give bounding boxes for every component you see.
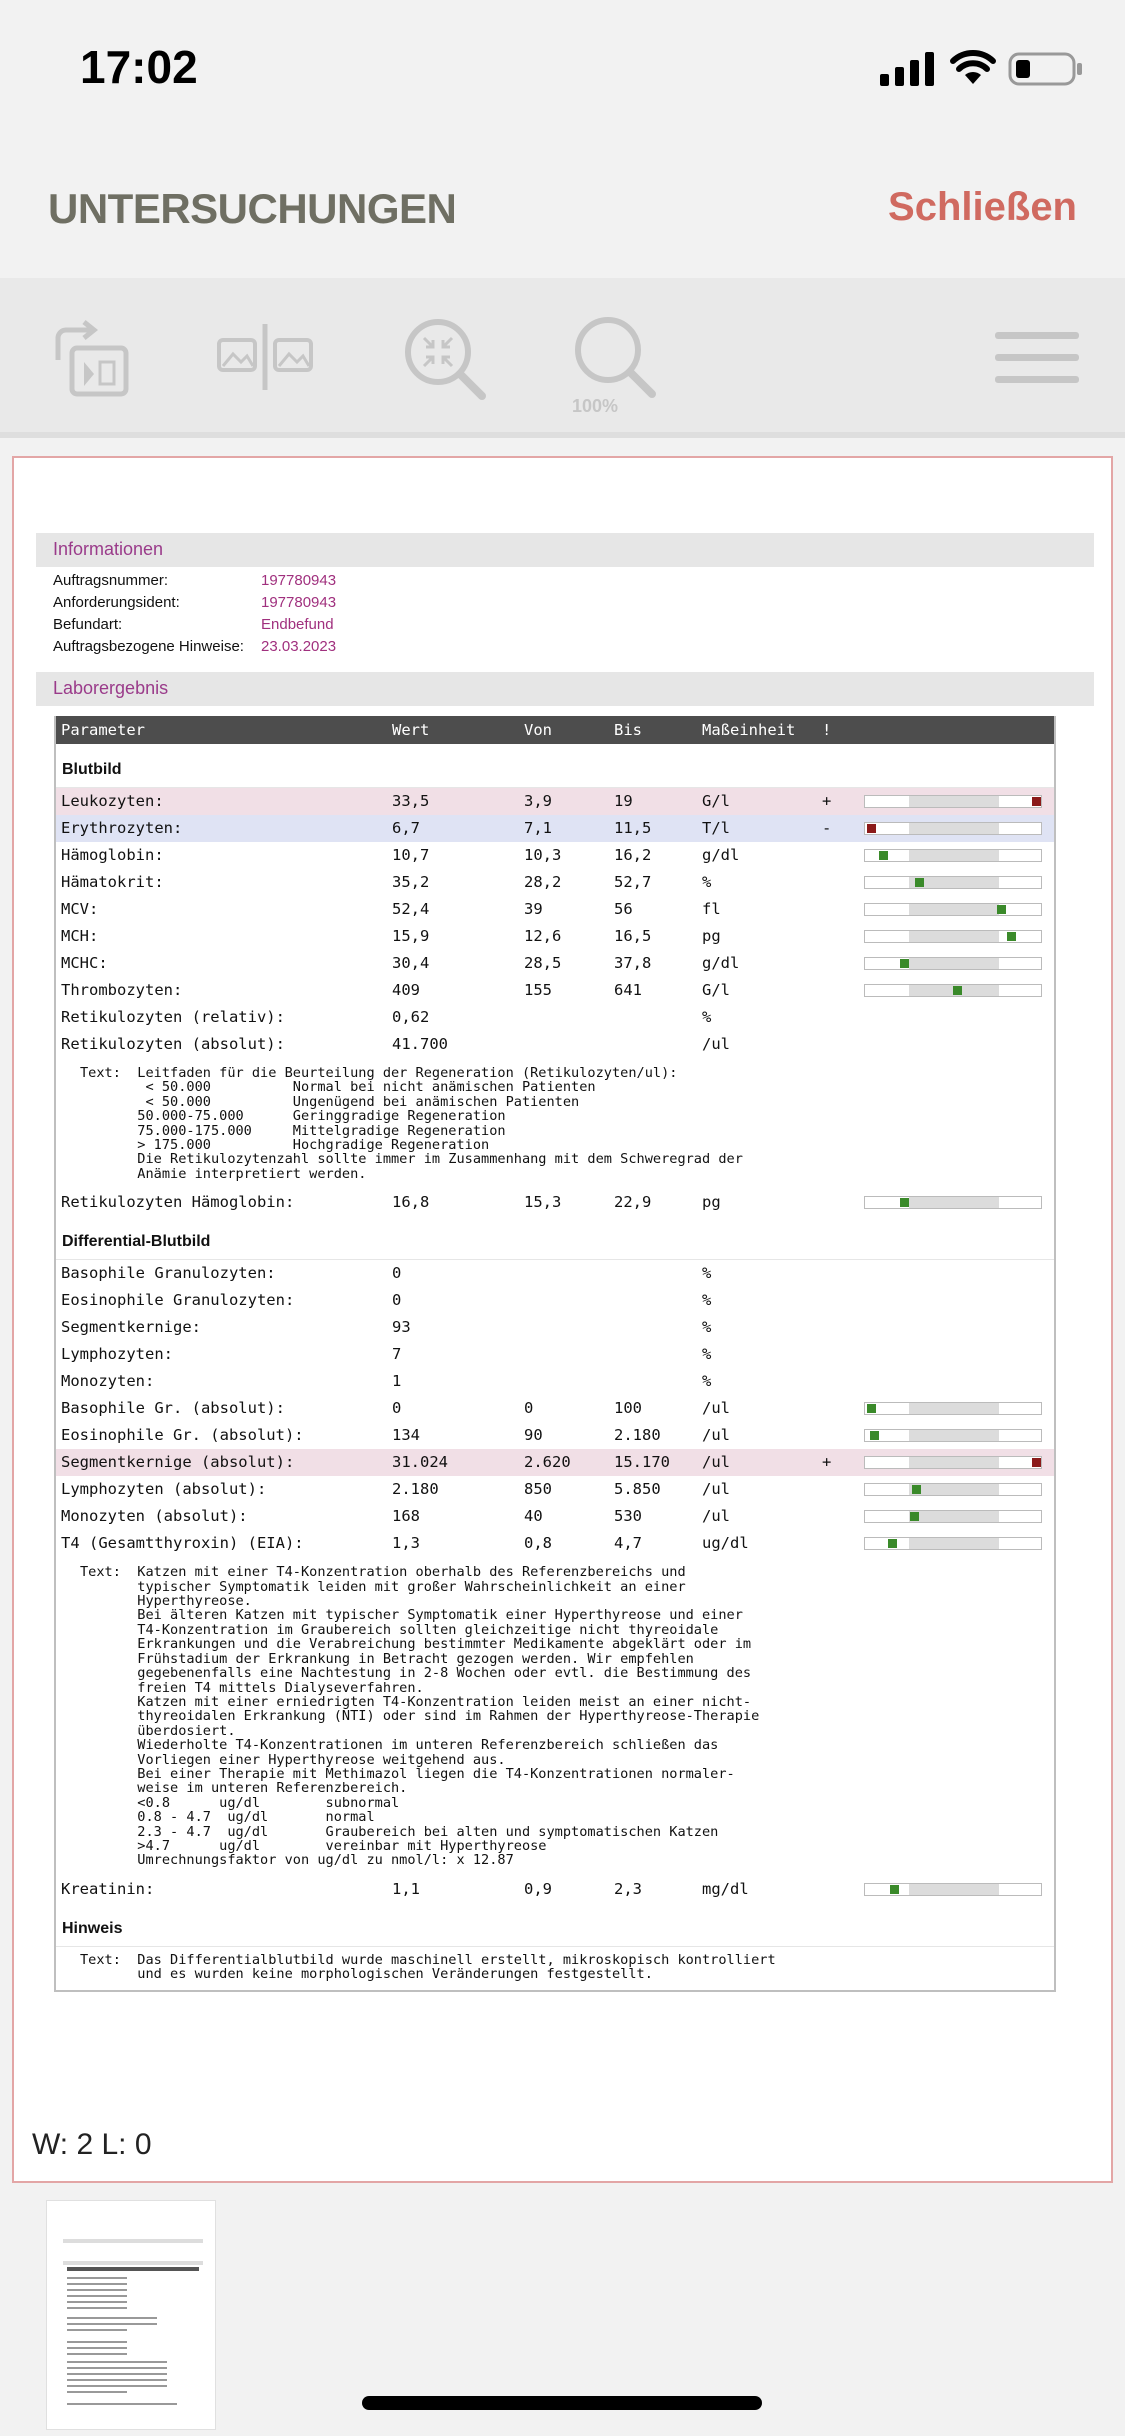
- range-max: [614, 1287, 702, 1314]
- range-max: [614, 1314, 702, 1341]
- param-name: Erythrozyten:: [61, 819, 183, 837]
- param-value: 134: [392, 1426, 420, 1445]
- table-row: [56, 815, 1054, 842]
- table-row: [56, 1031, 1054, 1058]
- info-list: [36, 567, 1094, 672]
- thumbnail-preview-icon: [47, 2201, 217, 2431]
- table-row: [56, 1368, 1054, 1395]
- range-bar: [864, 795, 1042, 808]
- param-name: Lymphozyten:: [61, 1345, 173, 1364]
- param-value: 1,3: [392, 1534, 420, 1553]
- range-max: 5.850: [614, 1480, 661, 1499]
- table-row: [56, 1449, 1054, 1476]
- note-hinweis: Text: Das Differentialblutbild wurde maschinell erstellt, mikroskopisch kontrolliert und es wurden keine morphologischen Veränderungen festgestellt.: [80, 1951, 776, 1983]
- range-min: [524, 1287, 614, 1314]
- zoom-100-icon[interactable]: [570, 314, 670, 414]
- range-marker: [1032, 797, 1041, 806]
- param-value: 93: [392, 1318, 411, 1337]
- window-level-readout: W: 2 L: 0: [32, 2128, 152, 2161]
- wifi-icon: [950, 50, 996, 86]
- param-value: 0: [392, 1291, 402, 1310]
- flag: [822, 1503, 864, 1530]
- rotate-icon[interactable]: [48, 312, 138, 402]
- param-value: 30,4: [392, 954, 430, 972]
- range-max: 37,8: [614, 954, 652, 972]
- range-marker: [997, 905, 1006, 914]
- lab-table: [54, 716, 1056, 1992]
- info-row: [36, 592, 1094, 614]
- flag: [822, 977, 864, 1004]
- range-min: 7,1: [524, 819, 552, 837]
- flag: [822, 1368, 864, 1395]
- note-retikulozyten: Text: Leitfaden für die Beurteilung der Regeneration (Retikulozyten/ul): < 50.000 Normal bei nicht anämischen Patienten < 50.000 Ungenügend bei anämischen Patienten 50.000-75.000 Geringgradige Regeneration 75.000-175.000 Mittelgradige Regeneration > 175.000 Hochgradige Regeneration Die Retikulozytenzahl sollte immer im Zusammenhang mit dem Schweregrad der Anämie interpretiert werden.: [80, 1065, 743, 1182]
- range-marker: [890, 1885, 899, 1894]
- range-bar: [864, 822, 1042, 835]
- unit: /ul: [702, 1507, 730, 1526]
- param-value: 41.700: [392, 1035, 448, 1053]
- table-row: [56, 1395, 1054, 1422]
- flag: [822, 1314, 864, 1341]
- range-bar-normal: [909, 1484, 999, 1495]
- range-max: 15.170: [614, 1453, 670, 1472]
- param-value: 35,2: [392, 873, 430, 891]
- param-value: 409: [392, 981, 420, 999]
- range-bar-normal: [909, 1538, 999, 1549]
- unit: ug/dl: [702, 1534, 749, 1553]
- param-name: Retikulozyten (absolut):: [61, 1035, 285, 1053]
- range-marker: [879, 851, 888, 860]
- param-name: Leukozyten:: [61, 792, 164, 810]
- info-key: Anforderungsident:: [53, 594, 180, 611]
- info-row: [36, 570, 1094, 592]
- param-value: 6,7: [392, 819, 420, 837]
- blutbild-rows: [56, 788, 1054, 1058]
- flag: [822, 1189, 864, 1216]
- param-value: 1,1: [392, 1879, 420, 1898]
- flag: [822, 1287, 864, 1314]
- info-row: [36, 636, 1094, 658]
- range-max: 16,2: [614, 846, 652, 864]
- flag: [822, 1031, 864, 1058]
- range-bar-normal: [909, 1884, 999, 1895]
- range-max: 16,5: [614, 927, 652, 945]
- range-bar: [864, 876, 1042, 889]
- home-indicator: [362, 2396, 762, 2410]
- range-min: [524, 1368, 614, 1395]
- range-max: 11,5: [614, 819, 652, 837]
- unit: %: [702, 1291, 712, 1310]
- menu-icon[interactable]: [995, 330, 1079, 386]
- param-name: Segmentkernige (absolut):: [61, 1453, 295, 1472]
- battery-icon: [1008, 52, 1084, 86]
- flag: +: [822, 1453, 832, 1472]
- range-bar: [864, 1537, 1042, 1550]
- range-bar: [864, 957, 1042, 970]
- param-name: Basophile Gr. (absolut):: [61, 1399, 285, 1418]
- param-name: Lymphozyten (absolut):: [61, 1480, 267, 1499]
- range-bar: [864, 930, 1042, 943]
- flag: [822, 896, 864, 923]
- close-button[interactable]: Schließen: [888, 185, 1077, 229]
- table-row: [56, 1004, 1054, 1031]
- table-row: [56, 788, 1054, 815]
- table-row: [56, 977, 1054, 1004]
- range-min: 2.620: [524, 1453, 571, 1472]
- range-marker: [900, 1198, 909, 1207]
- param-name: Eosinophile Gr. (absolut):: [61, 1426, 304, 1445]
- table-row: [56, 869, 1054, 896]
- flag: [822, 1876, 864, 1903]
- svg-text:100%: 100%: [572, 396, 619, 414]
- unit: mg/dl: [702, 1879, 749, 1898]
- flag: [822, 1530, 864, 1557]
- range-max: [614, 1341, 702, 1368]
- unit: /ul: [702, 1480, 730, 1499]
- table-row: [56, 1530, 1054, 1557]
- range-marker: [915, 878, 924, 887]
- param-name: Monozyten:: [61, 1372, 155, 1391]
- unit: g/dl: [702, 846, 740, 864]
- flag: [822, 1260, 864, 1287]
- range-min: [524, 1260, 614, 1287]
- range-min: [524, 1314, 614, 1341]
- flag: [822, 1341, 864, 1368]
- param-name: Kreatinin:: [61, 1879, 155, 1898]
- range-max: 2,3: [614, 1879, 642, 1898]
- range-bar-normal: [909, 1430, 999, 1441]
- unit: %: [702, 1372, 712, 1391]
- param-value: 1: [392, 1372, 402, 1391]
- table-row: [56, 842, 1054, 869]
- range-max: 641: [614, 981, 642, 999]
- range-min: 40: [524, 1507, 543, 1526]
- param-value: 0,62: [392, 1008, 430, 1026]
- range-min: 12,6: [524, 927, 562, 945]
- range-min: 28,2: [524, 873, 562, 891]
- param-name: MCH:: [61, 927, 99, 945]
- table-header: Parameter Wert Von Bis Maßeinheit !: [56, 716, 1054, 744]
- range-min: 0,9: [524, 1879, 552, 1898]
- param-value: 31.024: [392, 1453, 448, 1472]
- range-marker: [953, 986, 962, 995]
- range-max: 22,9: [614, 1193, 652, 1212]
- range-min: 15,3: [524, 1193, 562, 1212]
- range-min: [524, 1341, 614, 1368]
- range-bar-normal: [909, 1197, 999, 1208]
- range-bar: [864, 849, 1042, 862]
- flag: [822, 1422, 864, 1449]
- unit: %: [702, 873, 712, 891]
- unit: pg: [702, 1193, 721, 1212]
- table-row: [56, 1422, 1054, 1449]
- group-differential: Differential-Blutbild: [56, 1216, 1054, 1260]
- table-row: [56, 1341, 1054, 1368]
- range-bar-normal: [909, 931, 999, 942]
- unit: pg: [702, 927, 721, 945]
- range-max: 19: [614, 792, 633, 810]
- differential-rows: [56, 1260, 1054, 1557]
- note-t4: Text: Katzen mit einer T4-Konzentration oberhalb des Referenzbereichs und typischer Symptomatik leiden mit großer Wahrscheinlichkeit an einer Hyperthyreose. Bei älteren Katzen mit typischer Symptomatik einer Hyperthyreose und einer T4-Konzentration im Graubereich sollten gleichzeitige nicht thyreoidale Erkrankungen und die Verabreichung bestimmter Medikamente abgeklärt oder im Frühstadium der Erkrankung in Betracht gezogen werden. Wir empfehlen gegebenenfalls eine Nachtestung in 2-8 Wochen oder evtl. die Bestimmung des freien T4 mittels Dialyseverfahren. Katzen mit einer erniedrigten T4-Konzentration leiden meist an einer nicht- thyreoidalen Erkrankung (NTI) oder sind im Rahmen der Hyperthyreose-Therapie überdosiert. Wiederholte T4-Konzentrationen im unteren Referenzbereich schließen das Vorliegen einer Hyperthyreose weitgehend aus. Bei einer Therapie mit Methimazol liegen die T4-Konzentrationen normaler- weise im unteren Referenzbereich. <0.8 ug/dl subnormal 0.8 - 4.7 ug/dl normal 2.3 - 4.7 ug/dl Graubereich bei alten und symptomatischen Katzen >4.7 ug/dl vereinbar mit Hyperthyreose Umrechnungsfaktor von ug/dl zu nmol/l: x 12.87: [80, 1564, 760, 1869]
- range-min: 0,8: [524, 1534, 552, 1553]
- table-row: [56, 1476, 1054, 1503]
- range-marker: [870, 1431, 879, 1440]
- range-min: 10,3: [524, 846, 562, 864]
- unit: G/l: [702, 981, 730, 999]
- range-bar-normal: [909, 823, 999, 834]
- range-marker: [1007, 932, 1016, 941]
- unit: %: [702, 1008, 712, 1026]
- zoom-fit-icon[interactable]: [400, 314, 490, 404]
- param-name: Retikulozyten (relativ):: [61, 1008, 285, 1026]
- unit: G/l: [702, 792, 730, 810]
- lab-heading: Laborergebnis: [36, 672, 1094, 706]
- param-value: 15,9: [392, 927, 430, 945]
- range-bar-normal: [909, 850, 999, 861]
- flag: [822, 842, 864, 869]
- range-bar: [864, 1402, 1042, 1415]
- blutbild-rows-2: [56, 1189, 1054, 1216]
- range-min: 3,9: [524, 792, 552, 810]
- group-hinweis: Hinweis: [56, 1903, 1054, 1947]
- page-title: UNTERSUCHUNGEN: [48, 185, 457, 232]
- table-row: [56, 1260, 1054, 1287]
- table-row: [56, 1503, 1054, 1530]
- group-blutbild: Blutbild: [56, 744, 1054, 788]
- range-marker: [867, 1404, 876, 1413]
- lab-report: [36, 533, 1094, 1992]
- range-min: 155: [524, 981, 552, 999]
- table-row: [56, 1876, 1054, 1903]
- range-bar: [864, 903, 1042, 916]
- info-key: Auftragsnummer:: [53, 572, 169, 589]
- flag: [822, 1395, 864, 1422]
- param-value: 2.180: [392, 1480, 439, 1499]
- range-bar-normal: [909, 1511, 999, 1522]
- range-max: 2.180: [614, 1426, 661, 1445]
- param-value: 33,5: [392, 792, 430, 810]
- status-bar: [0, 0, 1125, 140]
- compare-images-icon[interactable]: [215, 322, 315, 392]
- range-max: [614, 1004, 702, 1031]
- range-max: 56: [614, 900, 633, 918]
- info-value: 23.03.2023: [261, 638, 337, 655]
- range-min: 90: [524, 1426, 543, 1445]
- range-min: 39: [524, 900, 543, 918]
- flag: [822, 1004, 864, 1031]
- table-row: [56, 950, 1054, 977]
- param-value: 16,8: [392, 1193, 430, 1212]
- range-min: 0: [524, 1399, 534, 1418]
- param-name: Eosinophile Granulozyten:: [61, 1291, 295, 1310]
- param-value: 0: [392, 1264, 402, 1283]
- differential-rows-2: [56, 1876, 1054, 1903]
- cellular-signal-icon: [880, 52, 936, 86]
- table-row: [56, 1189, 1054, 1216]
- status-time: 17:02: [80, 41, 198, 93]
- param-name: Monozyten (absolut):: [61, 1507, 248, 1526]
- info-key: Auftragsbezogene Hinweise:: [53, 638, 244, 655]
- range-min: [524, 1004, 614, 1031]
- unit: /ul: [702, 1426, 730, 1445]
- table-row: [56, 896, 1054, 923]
- range-bar: [864, 1429, 1042, 1442]
- param-name: Thrombozyten:: [61, 981, 183, 999]
- unit: %: [702, 1345, 712, 1364]
- range-marker: [900, 959, 909, 968]
- table-row: [56, 923, 1054, 950]
- unit: fl: [702, 900, 721, 918]
- param-name: Hämoglobin:: [61, 846, 164, 864]
- flag: -: [822, 819, 832, 837]
- info-row: [36, 614, 1094, 636]
- unit: T/l: [702, 819, 730, 837]
- range-bar-normal: [909, 796, 999, 807]
- param-value: 10,7: [392, 846, 430, 864]
- range-bar-normal: [909, 904, 999, 915]
- range-max: [614, 1031, 702, 1058]
- info-value: 197780943: [261, 572, 337, 589]
- range-min: 28,5: [524, 954, 562, 972]
- param-name: Basophile Granulozyten:: [61, 1264, 276, 1283]
- param-name: Hämatokrit:: [61, 873, 164, 891]
- param-value: 0: [392, 1399, 402, 1418]
- range-max: 530: [614, 1507, 642, 1526]
- flag: [822, 923, 864, 950]
- document-viewer[interactable]: [12, 456, 1113, 2183]
- range-max: [614, 1260, 702, 1287]
- param-value: 52,4: [392, 900, 430, 918]
- range-max: [614, 1368, 702, 1395]
- param-value: 7: [392, 1345, 402, 1364]
- info-key: Befundart:: [53, 616, 123, 633]
- range-marker: [867, 824, 876, 833]
- range-min: [524, 1031, 614, 1058]
- navigation-bar: [0, 140, 1125, 275]
- range-bar-normal: [909, 1403, 999, 1414]
- unit: /ul: [702, 1035, 730, 1053]
- info-value: Endbefund: [261, 616, 334, 633]
- page-thumbnail[interactable]: [46, 2200, 216, 2430]
- info-heading: Informationen: [36, 533, 1094, 567]
- table-row: [56, 1287, 1054, 1314]
- range-max: 100: [614, 1399, 642, 1418]
- unit: %: [702, 1318, 712, 1337]
- flag: [822, 950, 864, 977]
- info-value: 197780943: [261, 594, 337, 611]
- unit: /ul: [702, 1453, 730, 1472]
- flag: +: [822, 792, 832, 810]
- param-name: MCV:: [61, 900, 99, 918]
- range-bar: [864, 984, 1042, 997]
- range-bar: [864, 1510, 1042, 1523]
- range-bar: [864, 1456, 1042, 1469]
- param-name: Segmentkernige:: [61, 1318, 201, 1337]
- param-name: Retikulozyten Hämoglobin:: [61, 1193, 295, 1212]
- unit: %: [702, 1264, 712, 1283]
- param-name: T4 (Gesamtthyroxin) (EIA):: [61, 1534, 304, 1553]
- range-marker: [910, 1512, 919, 1521]
- param-value: 168: [392, 1507, 420, 1526]
- range-marker: [888, 1539, 897, 1548]
- unit: g/dl: [702, 954, 740, 972]
- flag: [822, 1476, 864, 1503]
- range-marker: [1032, 1458, 1041, 1467]
- unit: /ul: [702, 1399, 730, 1418]
- table-row: [56, 1314, 1054, 1341]
- viewer-toolbar: [0, 278, 1125, 438]
- range-max: 52,7: [614, 873, 652, 891]
- param-name: MCHC:: [61, 954, 108, 972]
- range-max: 4,7: [614, 1534, 642, 1553]
- range-bar: [864, 1883, 1042, 1896]
- range-marker: [912, 1485, 921, 1494]
- flag: [822, 869, 864, 896]
- range-bar-normal: [909, 958, 999, 969]
- range-bar: [864, 1196, 1042, 1209]
- range-min: 850: [524, 1480, 552, 1499]
- range-bar: [864, 1483, 1042, 1496]
- range-bar-normal: [909, 1457, 999, 1468]
